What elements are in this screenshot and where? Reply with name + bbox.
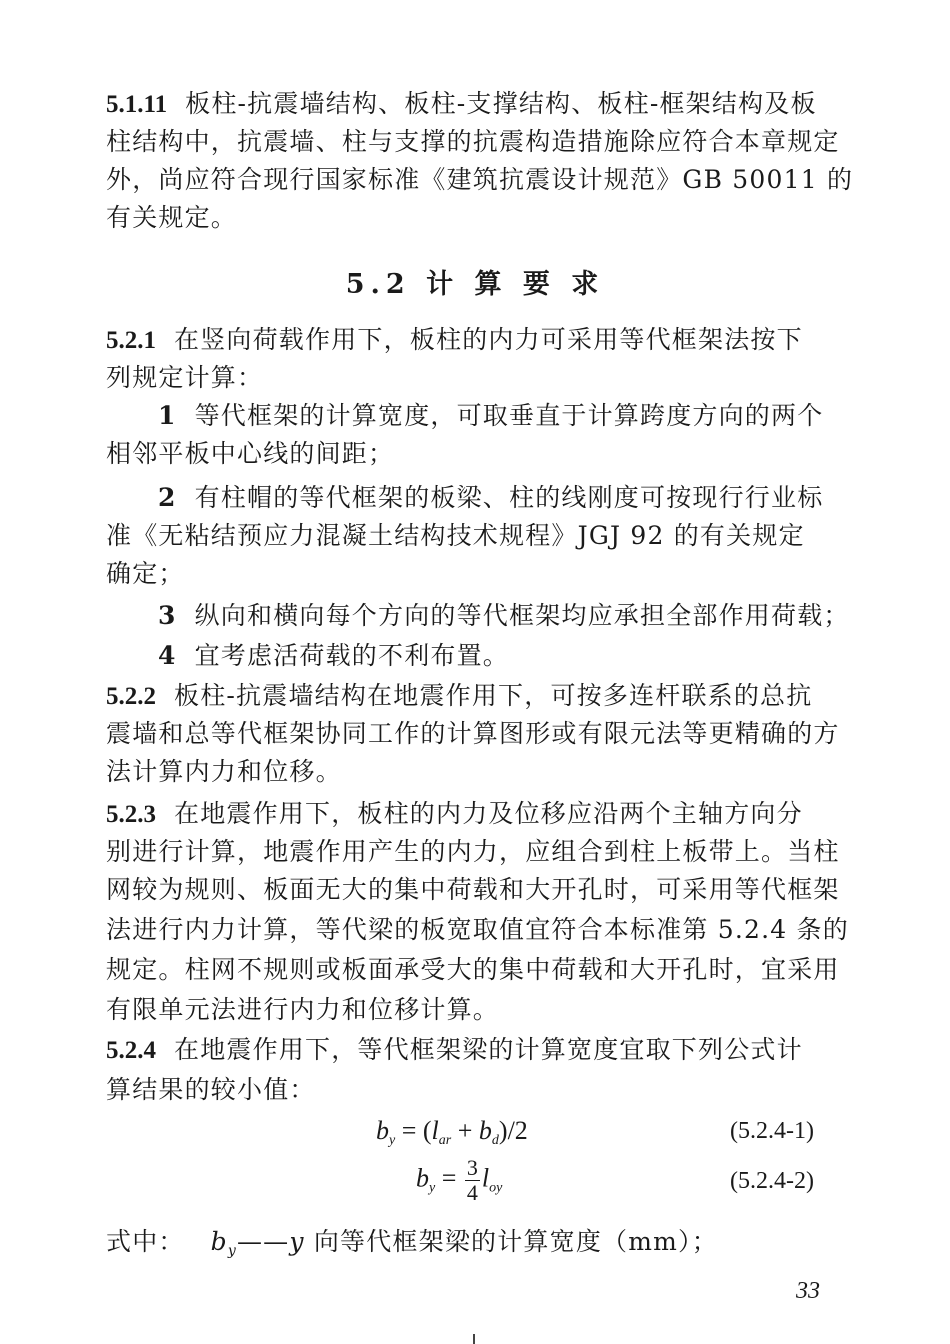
clause-number: 5.2.2 <box>106 683 156 710</box>
page-edge-mark <box>473 1334 475 1344</box>
clause-5-1-11-line-4: 有关规定。 <box>106 203 238 232</box>
clause-5-2-4-line-1: 5.2.4 在地震作用下，等代框架梁的计算宽度宜取下列公式计 <box>106 1035 803 1064</box>
clause-5-2-3-line-1: 5.2.3 在地震作用下，板柱的内力及位移应沿两个主轴方向分 <box>106 799 803 828</box>
clause-number: 5.2.1 <box>106 327 156 354</box>
equation-number-2: (5.2.4-2) <box>730 1168 814 1194</box>
clause-5-2-3-line-2: 别进行计算，地震作用产生的内力，应组合到柱上板带上。当柱 <box>106 837 840 866</box>
clause-5-2-2-line-2: 震墙和总等代框架协同工作的计算图形或有限元法等更精确的方 <box>106 719 840 748</box>
clause-5-2-2-line-3: 法计算内力和位移。 <box>106 757 342 786</box>
clause-5-1-11-line-1: 5.1.11 板柱-抗震墙结构、板柱-支撑结构、板柱-框架结构及板 <box>106 89 817 118</box>
equation-5-2-4-1: $b_y = (l_{ar} + b_d)/2$ <box>376 1116 528 1148</box>
clause-5-2-3-line-5: 规定。柱网不规则或板面承受大的集中荷载和大开孔时，宜采用 <box>106 955 840 984</box>
clause-5-2-1-line-1: 5.2.1 在竖向荷载作用下，板柱的内力可采用等代框架法按下 <box>106 325 803 354</box>
clause-5-2-1-line-2: 列规定计算： <box>106 363 264 392</box>
section-heading: 5.2 计 算 要 求 <box>345 269 605 300</box>
item-3-line-1: 3 纵向和横向每个方向的等代框架均应承担全部作用荷载； <box>158 601 850 630</box>
clause-5-2-3-line-4: 法进行内力计算，等代梁的板宽取值宜符合本标准第 5.2.4 条的 <box>106 915 849 944</box>
item-2-line-1: 2 有柱帽的等代框架的板梁、柱的线刚度可按现行行业标 <box>158 483 824 512</box>
clause-5-2-3-line-6: 有限单元法进行内力和位移计算。 <box>106 995 500 1024</box>
clause-5-2-3-line-3: 网较为规则、板面无大的集中荷载和大开孔时，可采用等代框架 <box>106 875 840 904</box>
item-1-line-1: 1 等代框架的计算宽度，可取垂直于计算跨度方向的两个 <box>158 401 824 430</box>
item-2-line-2: 准《无粘结预应力混凝土结构技术规程》JGJ 92 的有关规定 <box>106 521 805 550</box>
equation-5-2-4-2: $b_y$ = $\frac{3}{4}$ $l_{oy}$ <box>416 1155 503 1205</box>
fraction: $\frac{3}{4}$ <box>466 1155 478 1205</box>
where-line: 式中： $b_y——y$ 向等代框架梁的计算宽度（mm）； <box>106 1227 718 1259</box>
item-1-line-2: 相邻平板中心线的间距； <box>106 439 395 468</box>
clause-5-1-11-line-3: 外，尚应符合现行国家标准《建筑抗震设计规范》GB 50011 的 <box>106 165 854 194</box>
clause-number: 5.2.3 <box>106 801 156 828</box>
clause-5-2-4-line-2: 算结果的较小值： <box>106 1075 316 1104</box>
page-number: 33 <box>796 1278 820 1304</box>
item-2-line-3: 确定； <box>106 559 185 588</box>
item-4-line-1: 4 宜考虑活荷载的不利布置。 <box>158 641 510 670</box>
clause-5-2-2-line-1: 5.2.2 板柱-抗震墙结构在地震作用下，可按多连杆联系的总抗 <box>106 681 813 710</box>
clause-5-1-11-line-2: 柱结构中，抗震墙、柱与支撑的抗震构造措施除应符合本章规定 <box>106 127 840 156</box>
clause-number: 5.2.4 <box>106 1037 156 1064</box>
equation-number-1: (5.2.4-1) <box>730 1118 814 1144</box>
clause-number: 5.1.11 <box>106 91 168 118</box>
